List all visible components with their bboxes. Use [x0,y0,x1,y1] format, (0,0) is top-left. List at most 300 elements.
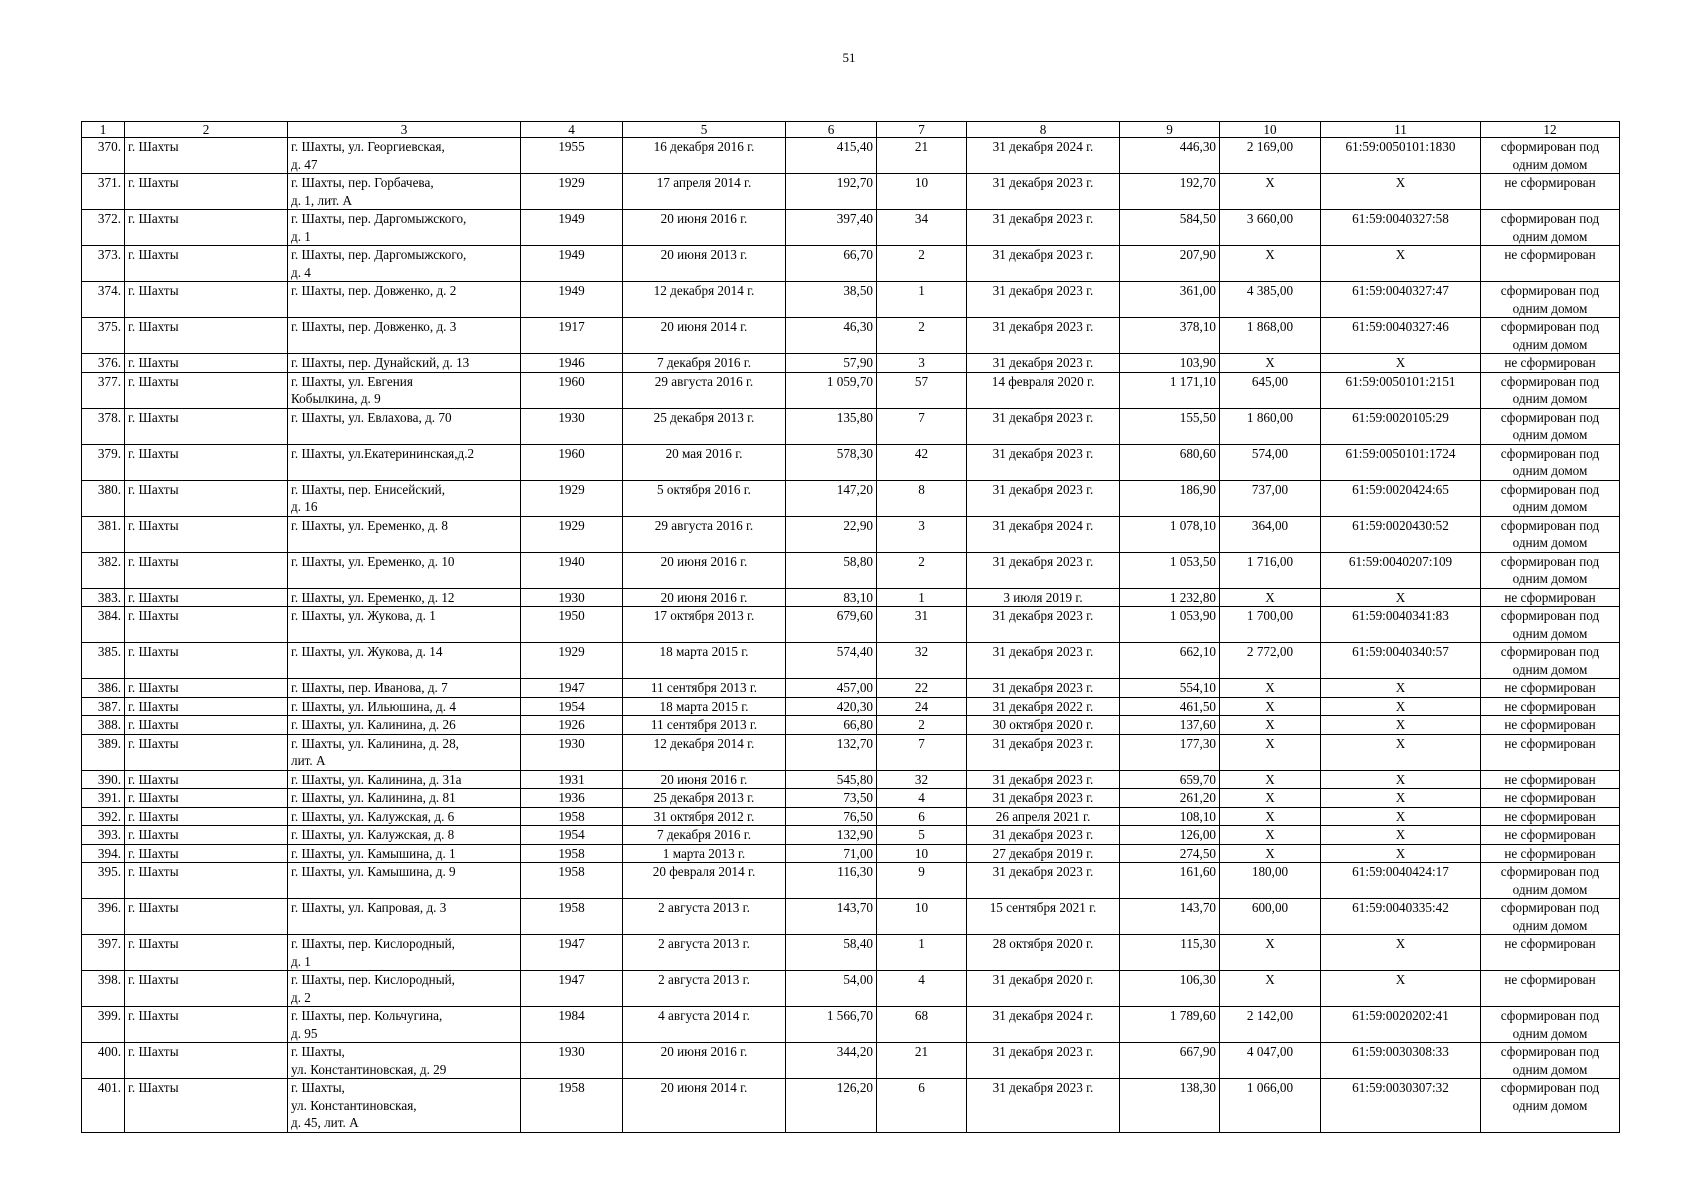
land-area-cell: Х [1220,716,1321,735]
column-header: 7 [877,122,967,138]
recognition-date-cell: 20 июня 2013 г. [623,246,786,282]
land-area-cell: 4 385,00 [1220,282,1321,318]
resettlement-deadline-cell: 31 декабря 2023 г. [967,734,1120,770]
address-cell: г. Шахты, пер. Горбачева, д. 1, лит. А [288,174,521,210]
recognition-date-cell: 20 июня 2016 г. [623,1043,786,1079]
land-area-cell: 364,00 [1220,516,1321,552]
residents-count-cell: 42 [877,444,967,480]
address-cell: г. Шахты, пер. Кислородный, д. 2 [288,971,521,1007]
area-cell: 397,40 [786,210,877,246]
city-cell: г. Шахты [125,716,288,735]
address-cell: г. Шахты, ул. Калинина, д. 81 [288,789,521,808]
land-status-cell: сформирован под одним домом [1481,1007,1620,1043]
resettlement-deadline-cell: 31 декабря 2023 г. [967,643,1120,679]
area-cell: 132,90 [786,826,877,845]
land-status-cell: сформирован под одним домом [1481,1079,1620,1133]
total-area-cell: 137,60 [1120,716,1220,735]
total-area-cell: 103,90 [1120,354,1220,373]
recognition-date-cell: 2 августа 2013 г. [623,971,786,1007]
resettlement-deadline-cell: 31 декабря 2023 г. [967,210,1120,246]
city-cell: г. Шахты [125,588,288,607]
residents-count-cell: 32 [877,770,967,789]
resettlement-deadline-cell: 31 декабря 2023 г. [967,679,1120,698]
city-cell: г. Шахты [125,480,288,516]
land-status-cell: не сформирован [1481,826,1620,845]
year-built-cell: 1946 [521,354,623,373]
cadastral-number-cell: Х [1321,354,1481,373]
resettlement-deadline-cell: 31 декабря 2023 г. [967,1079,1120,1133]
area-cell: 143,70 [786,899,877,935]
year-built-cell: 1947 [521,935,623,971]
city-cell: г. Шахты [125,899,288,935]
land-area-cell: 2 169,00 [1220,138,1321,174]
land-area-cell: 1 868,00 [1220,318,1321,354]
residents-count-cell: 8 [877,480,967,516]
address-cell: г. Шахты, ул. Калинина, д. 26 [288,716,521,735]
resettlement-deadline-cell: 31 декабря 2022 г. [967,697,1120,716]
area-cell: 66,70 [786,246,877,282]
land-status-cell: не сформирован [1481,935,1620,971]
land-area-cell: 2 772,00 [1220,643,1321,679]
row-number-cell: 373. [82,246,125,282]
total-area-cell: 1 078,10 [1120,516,1220,552]
total-area-cell: 378,10 [1120,318,1220,354]
total-area-cell: 108,10 [1120,807,1220,826]
table-row [82,408,1620,444]
resettlement-deadline-cell: 31 декабря 2023 г. [967,354,1120,373]
total-area-cell: 554,10 [1120,679,1220,698]
year-built-cell: 1958 [521,1079,623,1133]
area-cell: 578,30 [786,444,877,480]
city-cell: г. Шахты [125,516,288,552]
land-area-cell: Х [1220,770,1321,789]
land-status-cell: сформирован под одним домом [1481,552,1620,588]
resettlement-deadline-cell: 31 декабря 2023 г. [967,1043,1120,1079]
total-area-cell: 1 053,50 [1120,552,1220,588]
area-cell: 58,40 [786,935,877,971]
row-number-cell: 386. [82,679,125,698]
address-cell: г. Шахты, ул. Калужская, д. 8 [288,826,521,845]
address-cell: г. Шахты, ул. Жукова, д. 1 [288,607,521,643]
resettlement-deadline-cell: 15 сентября 2021 г. [967,899,1120,935]
total-area-cell: 115,30 [1120,935,1220,971]
total-area-cell: 155,50 [1120,408,1220,444]
address-cell: г. Шахты, пер. Иванова, д. 7 [288,679,521,698]
residents-count-cell: 3 [877,354,967,373]
address-cell: г. Шахты, ул. Ильюшина, д. 4 [288,697,521,716]
column-header: 9 [1120,122,1220,138]
address-cell: г. Шахты, ул. Калужская, д. 6 [288,807,521,826]
cadastral-number-cell: 61:59:0040340:57 [1321,643,1481,679]
address-cell: г. Шахты, ул. Камышина, д. 1 [288,844,521,863]
land-area-cell: 600,00 [1220,899,1321,935]
cadastral-number-cell: Х [1321,716,1481,735]
year-built-cell: 1929 [521,516,623,552]
table-body [82,138,1620,1133]
area-cell: 126,20 [786,1079,877,1133]
recognition-date-cell: 7 декабря 2016 г. [623,354,786,373]
address-cell: г. Шахты, пер. Довженко, д. 3 [288,318,521,354]
table-row [82,318,1620,354]
city-cell: г. Шахты [125,607,288,643]
city-cell: г. Шахты [125,408,288,444]
land-area-cell: 1 066,00 [1220,1079,1321,1133]
total-area-cell: 461,50 [1120,697,1220,716]
recognition-date-cell: 2 августа 2013 г. [623,935,786,971]
column-header: 10 [1220,122,1321,138]
address-cell: г. Шахты, ул. Евлахова, д. 70 [288,408,521,444]
page-number: 51 [842,50,856,65]
cadastral-number-cell: 61:59:0020105:29 [1321,408,1481,444]
area-cell: 46,30 [786,318,877,354]
cadastral-number-cell: 61:59:0030307:32 [1321,1079,1481,1133]
residents-count-cell: 21 [877,138,967,174]
land-status-cell: сформирован под одним домом [1481,643,1620,679]
residents-count-cell: 10 [877,174,967,210]
land-area-cell: Х [1220,789,1321,808]
total-area-cell: 1 053,90 [1120,607,1220,643]
city-cell: г. Шахты [125,770,288,789]
recognition-date-cell: 5 октября 2016 г. [623,480,786,516]
cadastral-number-cell: 61:59:0040327:47 [1321,282,1481,318]
recognition-date-cell: 20 мая 2016 г. [623,444,786,480]
recognition-date-cell: 18 марта 2015 г. [623,643,786,679]
total-area-cell: 446,30 [1120,138,1220,174]
address-cell: г. Шахты, пер. Даргомыжского, д. 1 [288,210,521,246]
area-cell: 545,80 [786,770,877,789]
city-cell: г. Шахты [125,1043,288,1079]
table-row [82,480,1620,516]
city-cell: г. Шахты [125,679,288,698]
row-number-cell: 376. [82,354,125,373]
column-header: 4 [521,122,623,138]
table-row [82,935,1620,971]
cadastral-number-cell: 61:59:0040335:42 [1321,899,1481,935]
land-area-cell: 4 047,00 [1220,1043,1321,1079]
city-cell: г. Шахты [125,863,288,899]
total-area-cell: 274,50 [1120,844,1220,863]
residents-count-cell: 10 [877,844,967,863]
land-status-cell: не сформирован [1481,844,1620,863]
land-status-cell: не сформирован [1481,174,1620,210]
total-area-cell: 659,70 [1120,770,1220,789]
city-cell: г. Шахты [125,354,288,373]
table-row [82,770,1620,789]
address-cell: г. Шахты, ул. Константиновская, д. 29 [288,1043,521,1079]
residents-count-cell: 2 [877,552,967,588]
address-cell: г. Шахты, ул. Калинина, д. 28, лит. А [288,734,521,770]
land-status-cell: сформирован под одним домом [1481,863,1620,899]
row-number-cell: 399. [82,1007,125,1043]
land-status-cell: сформирован под одним домом [1481,480,1620,516]
year-built-cell: 1954 [521,697,623,716]
year-built-cell: 1958 [521,863,623,899]
land-area-cell: 2 142,00 [1220,1007,1321,1043]
residents-count-cell: 32 [877,643,967,679]
recognition-date-cell: 4 августа 2014 г. [623,1007,786,1043]
table-row [82,844,1620,863]
area-cell: 457,00 [786,679,877,698]
resettlement-deadline-cell: 31 декабря 2023 г. [967,789,1120,808]
address-cell: г. Шахты, ул. Еременко, д. 12 [288,588,521,607]
residents-count-cell: 1 [877,935,967,971]
land-status-cell: не сформирован [1481,971,1620,1007]
land-status-cell: не сформирован [1481,588,1620,607]
row-number-cell: 375. [82,318,125,354]
resettlement-deadline-cell: 31 декабря 2023 г. [967,863,1120,899]
land-status-cell: не сформирован [1481,789,1620,808]
total-area-cell: 186,90 [1120,480,1220,516]
area-cell: 73,50 [786,789,877,808]
city-cell: г. Шахты [125,210,288,246]
year-built-cell: 1958 [521,844,623,863]
address-cell: г. Шахты, ул. Евгения Кобылкина, д. 9 [288,372,521,408]
land-status-cell: не сформирован [1481,807,1620,826]
land-area-cell: Х [1220,697,1321,716]
residents-count-cell: 34 [877,210,967,246]
residents-count-cell: 2 [877,246,967,282]
city-cell: г. Шахты [125,318,288,354]
row-number-cell: 401. [82,1079,125,1133]
land-status-cell: не сформирован [1481,697,1620,716]
land-status-cell: сформирован под одним домом [1481,899,1620,935]
row-number-cell: 387. [82,697,125,716]
land-area-cell: Х [1220,734,1321,770]
land-status-cell: не сформирован [1481,770,1620,789]
area-cell: 415,40 [786,138,877,174]
year-built-cell: 1917 [521,318,623,354]
city-cell: г. Шахты [125,826,288,845]
column-header: 11 [1321,122,1481,138]
cadastral-number-cell: 61:59:0050101:1830 [1321,138,1481,174]
table-row [82,588,1620,607]
residents-count-cell: 6 [877,807,967,826]
column-header: 12 [1481,122,1620,138]
row-number-cell: 396. [82,899,125,935]
recognition-date-cell: 20 июня 2014 г. [623,1079,786,1133]
column-header: 8 [967,122,1120,138]
land-area-cell: Х [1220,844,1321,863]
table-row [82,282,1620,318]
city-cell: г. Шахты [125,643,288,679]
total-area-cell: 207,90 [1120,246,1220,282]
year-built-cell: 1954 [521,826,623,845]
city-cell: г. Шахты [125,935,288,971]
recognition-date-cell: 29 августа 2016 г. [623,372,786,408]
city-cell: г. Шахты [125,372,288,408]
resettlement-deadline-cell: 28 октября 2020 г. [967,935,1120,971]
address-cell: г. Шахты, ул. Еременко, д. 8 [288,516,521,552]
cadastral-number-cell: 61:59:0030308:33 [1321,1043,1481,1079]
row-number-cell: 385. [82,643,125,679]
city-cell: г. Шахты [125,789,288,808]
land-area-cell: 737,00 [1220,480,1321,516]
residents-count-cell: 9 [877,863,967,899]
year-built-cell: 1947 [521,679,623,698]
land-area-cell: Х [1220,971,1321,1007]
row-number-cell: 380. [82,480,125,516]
recognition-date-cell: 7 декабря 2016 г. [623,826,786,845]
year-built-cell: 1930 [521,408,623,444]
city-cell: г. Шахты [125,971,288,1007]
residents-count-cell: 6 [877,1079,967,1133]
table-row [82,1079,1620,1133]
recognition-date-cell: 17 апреля 2014 г. [623,174,786,210]
recognition-date-cell: 31 октября 2012 г. [623,807,786,826]
land-area-cell: 180,00 [1220,863,1321,899]
table-row [82,516,1620,552]
resettlement-deadline-cell: 30 октября 2020 г. [967,716,1120,735]
area-cell: 116,30 [786,863,877,899]
city-cell: г. Шахты [125,1079,288,1133]
row-number-cell: 372. [82,210,125,246]
address-cell: г. Шахты, пер. Даргомыжского, д. 4 [288,246,521,282]
total-area-cell: 1 171,10 [1120,372,1220,408]
land-status-cell: сформирован под одним домом [1481,210,1620,246]
year-built-cell: 1936 [521,789,623,808]
table-row [82,643,1620,679]
year-built-cell: 1926 [521,716,623,735]
residents-count-cell: 1 [877,588,967,607]
resettlement-deadline-cell: 27 декабря 2019 г. [967,844,1120,863]
row-number-cell: 390. [82,770,125,789]
year-built-cell: 1958 [521,899,623,935]
row-number-cell: 393. [82,826,125,845]
table-row [82,807,1620,826]
year-built-cell: 1958 [521,807,623,826]
resettlement-deadline-cell: 31 декабря 2023 г. [967,246,1120,282]
table-row [82,444,1620,480]
year-built-cell: 1929 [521,643,623,679]
table-row [82,716,1620,735]
resettlement-deadline-cell: 31 декабря 2023 г. [967,770,1120,789]
cadastral-number-cell: Х [1321,734,1481,770]
address-cell: г. Шахты, ул. Еременко, д. 10 [288,552,521,588]
recognition-date-cell: 12 декабря 2014 г. [623,734,786,770]
row-number-cell: 374. [82,282,125,318]
area-cell: 22,90 [786,516,877,552]
column-header: 1 [82,122,125,138]
year-built-cell: 1947 [521,971,623,1007]
table-row [82,679,1620,698]
recognition-date-cell: 12 декабря 2014 г. [623,282,786,318]
year-built-cell: 1949 [521,282,623,318]
resettlement-deadline-cell: 31 декабря 2023 г. [967,282,1120,318]
land-status-cell: сформирован под одним домом [1481,1043,1620,1079]
row-number-cell: 388. [82,716,125,735]
residents-count-cell: 3 [877,516,967,552]
cadastral-number-cell: Х [1321,971,1481,1007]
table-row [82,1007,1620,1043]
land-area-cell: Х [1220,935,1321,971]
residents-count-cell: 7 [877,734,967,770]
recognition-date-cell: 17 октября 2013 г. [623,607,786,643]
area-cell: 1 566,70 [786,1007,877,1043]
cadastral-number-cell: Х [1321,588,1481,607]
land-status-cell: не сформирован [1481,716,1620,735]
city-cell: г. Шахты [125,734,288,770]
cadastral-number-cell: 61:59:0020202:41 [1321,1007,1481,1043]
table-row [82,552,1620,588]
recognition-date-cell: 2 августа 2013 г. [623,899,786,935]
city-cell: г. Шахты [125,246,288,282]
total-area-cell: 1 232,80 [1120,588,1220,607]
cadastral-number-cell: 61:59:0040327:58 [1321,210,1481,246]
row-number-cell: 371. [82,174,125,210]
column-header: 3 [288,122,521,138]
address-cell: г. Шахты, ул. Камышина, д. 9 [288,863,521,899]
recognition-date-cell: 18 марта 2015 г. [623,697,786,716]
city-cell: г. Шахты [125,697,288,716]
recognition-date-cell: 25 декабря 2013 г. [623,789,786,808]
residents-count-cell: 24 [877,697,967,716]
address-cell: г. Шахты, пер. Дунайский, д. 13 [288,354,521,373]
land-area-cell: 1 700,00 [1220,607,1321,643]
total-area-cell: 680,60 [1120,444,1220,480]
column-header: 6 [786,122,877,138]
residents-count-cell: 31 [877,607,967,643]
area-cell: 38,50 [786,282,877,318]
total-area-cell: 361,00 [1120,282,1220,318]
address-cell: г. Шахты, пер. Кислородный, д. 1 [288,935,521,971]
total-area-cell: 662,10 [1120,643,1220,679]
table-row [82,138,1620,174]
cadastral-number-cell: 61:59:0040341:83 [1321,607,1481,643]
resettlement-deadline-cell: 31 декабря 2024 г. [967,138,1120,174]
address-cell: г. Шахты, ул. Георгиевская, д. 47 [288,138,521,174]
area-cell: 344,20 [786,1043,877,1079]
recognition-date-cell: 20 февраля 2014 г. [623,863,786,899]
area-cell: 135,80 [786,408,877,444]
land-area-cell: 1 860,00 [1220,408,1321,444]
year-built-cell: 1930 [521,588,623,607]
year-built-cell: 1929 [521,174,623,210]
cadastral-number-cell: 61:59:0050101:2151 [1321,372,1481,408]
residents-count-cell: 22 [877,679,967,698]
table-row [82,607,1620,643]
cadastral-number-cell: 61:59:0040327:46 [1321,318,1481,354]
table-row [82,354,1620,373]
city-cell: г. Шахты [125,444,288,480]
area-cell: 679,60 [786,607,877,643]
recognition-date-cell: 20 июня 2016 г. [623,770,786,789]
cadastral-number-cell: Х [1321,246,1481,282]
recognition-date-cell: 25 декабря 2013 г. [623,408,786,444]
address-cell: г. Шахты, ул. Калинина, д. 31а [288,770,521,789]
cadastral-number-cell: 61:59:0020430:52 [1321,516,1481,552]
year-built-cell: 1955 [521,138,623,174]
residents-count-cell: 57 [877,372,967,408]
recognition-date-cell: 20 июня 2014 г. [623,318,786,354]
table-row [82,246,1620,282]
table-row [82,734,1620,770]
area-cell: 420,30 [786,697,877,716]
resettlement-deadline-cell: 31 декабря 2023 г. [967,444,1120,480]
resettlement-deadline-cell: 31 декабря 2024 г. [967,1007,1120,1043]
total-area-cell: 584,50 [1120,210,1220,246]
resettlement-deadline-cell: 26 апреля 2021 г. [967,807,1120,826]
residents-count-cell: 1 [877,282,967,318]
residents-count-cell: 4 [877,789,967,808]
area-cell: 57,90 [786,354,877,373]
land-status-cell: сформирован под одним домом [1481,516,1620,552]
cadastral-number-cell: Х [1321,174,1481,210]
land-status-cell: сформирован под одним домом [1481,138,1620,174]
row-number-cell: 384. [82,607,125,643]
land-area-cell: Х [1220,354,1321,373]
table-row [82,899,1620,935]
table-row [82,210,1620,246]
